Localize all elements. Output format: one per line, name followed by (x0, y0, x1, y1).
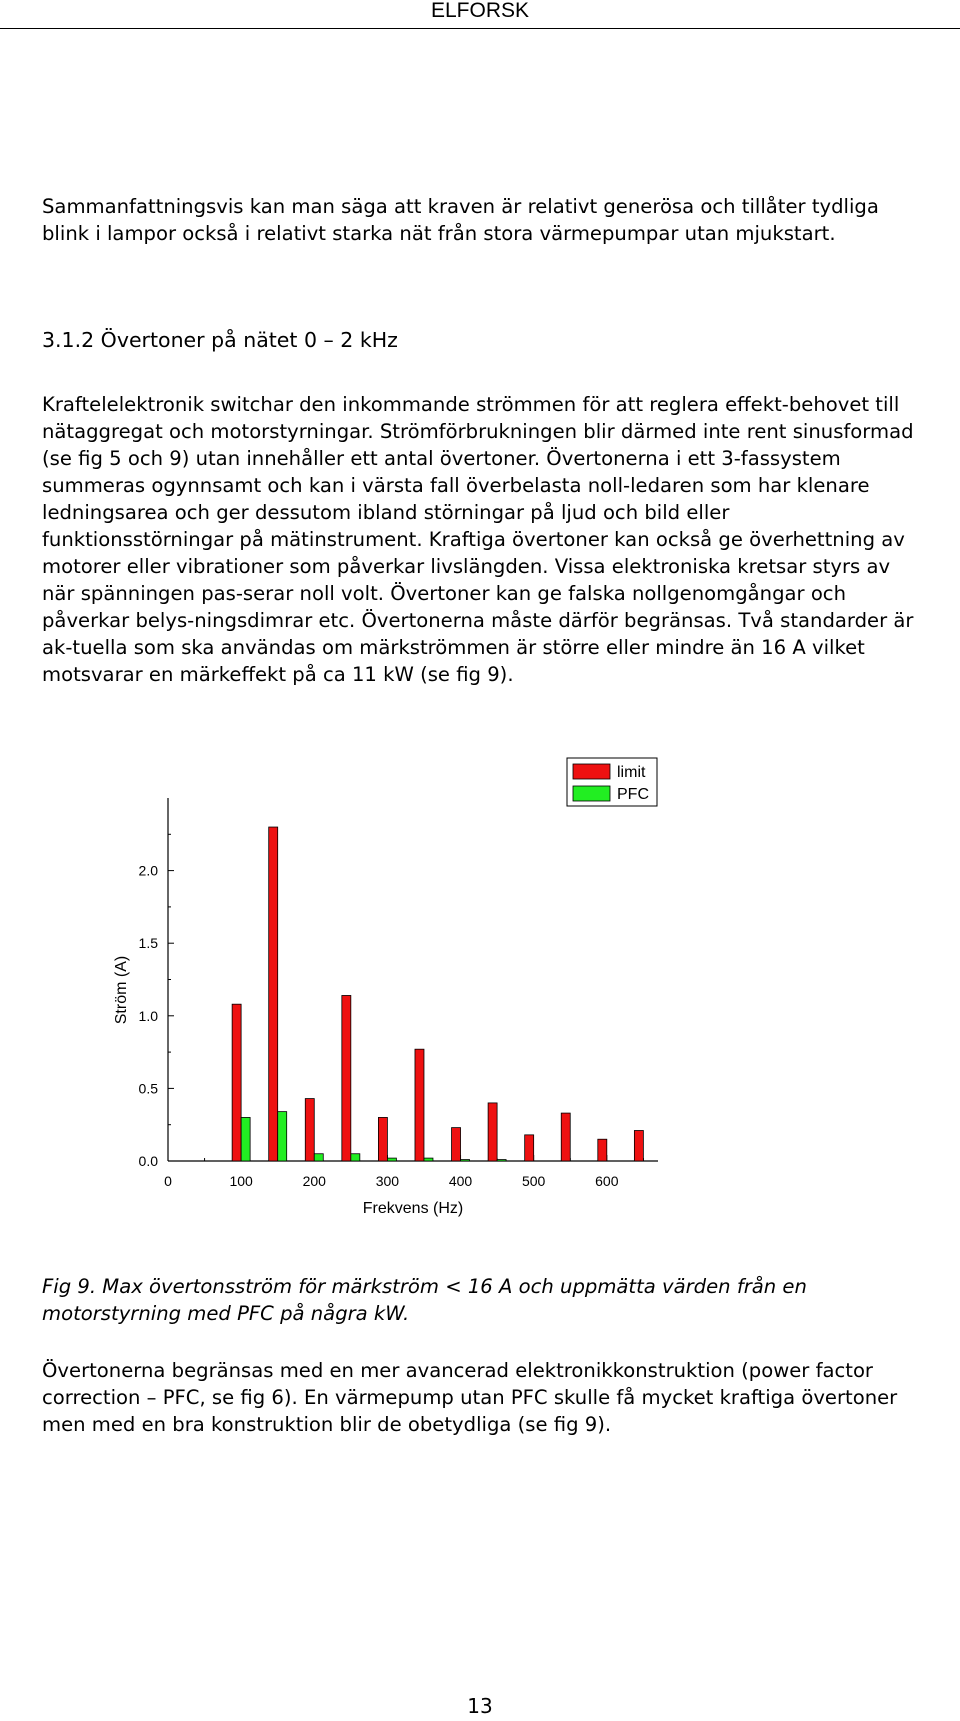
bar-limit-150hz (269, 827, 278, 1161)
x-tick-label: 300 (375, 1173, 400, 1189)
bar-pfc-350hz (424, 1158, 433, 1161)
bar-limit-650hz (634, 1131, 643, 1161)
x-tick-label: 400 (448, 1173, 473, 1189)
legend-label-limit: limit (617, 764, 646, 781)
bar-pfc-300hz (387, 1158, 396, 1161)
bar-pfc-200hz (314, 1154, 323, 1161)
bar-limit-450hz (488, 1103, 497, 1161)
bar-limit-100hz (232, 1004, 241, 1161)
bar-pfc-150hz (278, 1112, 287, 1161)
header-title: ELFORSK (430, 0, 530, 22)
y-tick-label: 0.5 (138, 1080, 158, 1097)
bar-limit-350hz (415, 1049, 424, 1161)
x-tick-label: 500 (521, 1173, 546, 1189)
page-number: 13 (467, 1694, 493, 1718)
y-tick-label: 1.5 (138, 935, 158, 952)
y-axis-label: Ström (A) (113, 955, 130, 1025)
figure-caption: Fig 9. Max övertonsström för märkström < 16 A och uppmätta värden från en motorstyrning med PFC på några kW. (42, 1275, 807, 1325)
legend-swatch-limit (573, 764, 610, 779)
bar-pfc-400hz (461, 1160, 470, 1161)
intro-paragraph: Sammanfattningsvis kan man säga att kraven är relativt generösa och tillåter tydliga blink i lampor också i relativt starka nät från stora värmepumpar utan mjukstart. (42, 195, 879, 245)
x-tick-label: 100 (229, 1173, 253, 1189)
legend-label-pfc: PFC (617, 786, 649, 803)
y-tick-label: 2.0 (138, 862, 158, 879)
section-heading: 3.1.2 Övertoner på nätet 0 – 2 kHz (42, 328, 398, 352)
bar-pfc-100hz (241, 1117, 250, 1161)
x-axis-label: Frekvens (Hz) (362, 1200, 464, 1217)
y-tick-label: 1.0 (138, 1007, 158, 1024)
bar-limit-400hz (452, 1128, 461, 1161)
x-tick-label: 600 (595, 1173, 619, 1189)
body-paragraph: Kraftelelektronik switchar den inkommande strömmen för att reglera effekt-behovet till nätaggregat och motorstyrningar. Strömförbrukningen blir därmed inte rent sinusformad (se fig 5 och 9) utan innehåller ett antal övertoner. Övertonerna i ett 3-fassystem summeras ogynnsamt och kan i värsta fall överbelasta noll-ledaren som har klenare ledningsarea och ger dessutom ibland störningar på ljud och bild eller funktionsstörningar på mätinstrument. Kraftiga övertoner kan också ge överhettning av motorer eller vibrationer som påverkar livslängden. Vissa elektroniska kretsar styrs av när spänningen pas-serar noll volt. Övertoner kan ge falska nollgenomgångar och påverkar belys-ningsdimrar etc. Övertonerna måste därför begränsas. Två standarder är ak-tuella som ska användas om märkströmmen är större eller mindre än 16 A vilket motsvarar en märkeffekt på ca 11 kW (se fig 9). (42, 393, 914, 686)
bar-limit-200hz (305, 1099, 314, 1161)
bar-limit-300hz (378, 1117, 387, 1161)
x-tick-label: 0 (164, 1173, 172, 1189)
bar-pfc-250hz (351, 1154, 360, 1161)
bar-limit-550hz (561, 1113, 570, 1161)
bar-limit-500hz (525, 1135, 534, 1161)
legend-swatch-pfc (573, 786, 610, 801)
y-tick-label: 0.0 (138, 1153, 158, 1169)
bar-limit-250hz (342, 995, 351, 1161)
closing-paragraph: Övertonerna begränsas med en mer avancerad elektronikkonstruktion (power factor correction – PFC, se fig 6). En värmepump utan PFC skulle få mycket kraftiga övertoner men med en bra konstruktion blir de obetydliga (se fig 9). (42, 1359, 898, 1436)
bar-limit-600hz (598, 1139, 607, 1161)
x-tick-label: 200 (302, 1173, 326, 1189)
bar-pfc-450hz (497, 1160, 506, 1161)
